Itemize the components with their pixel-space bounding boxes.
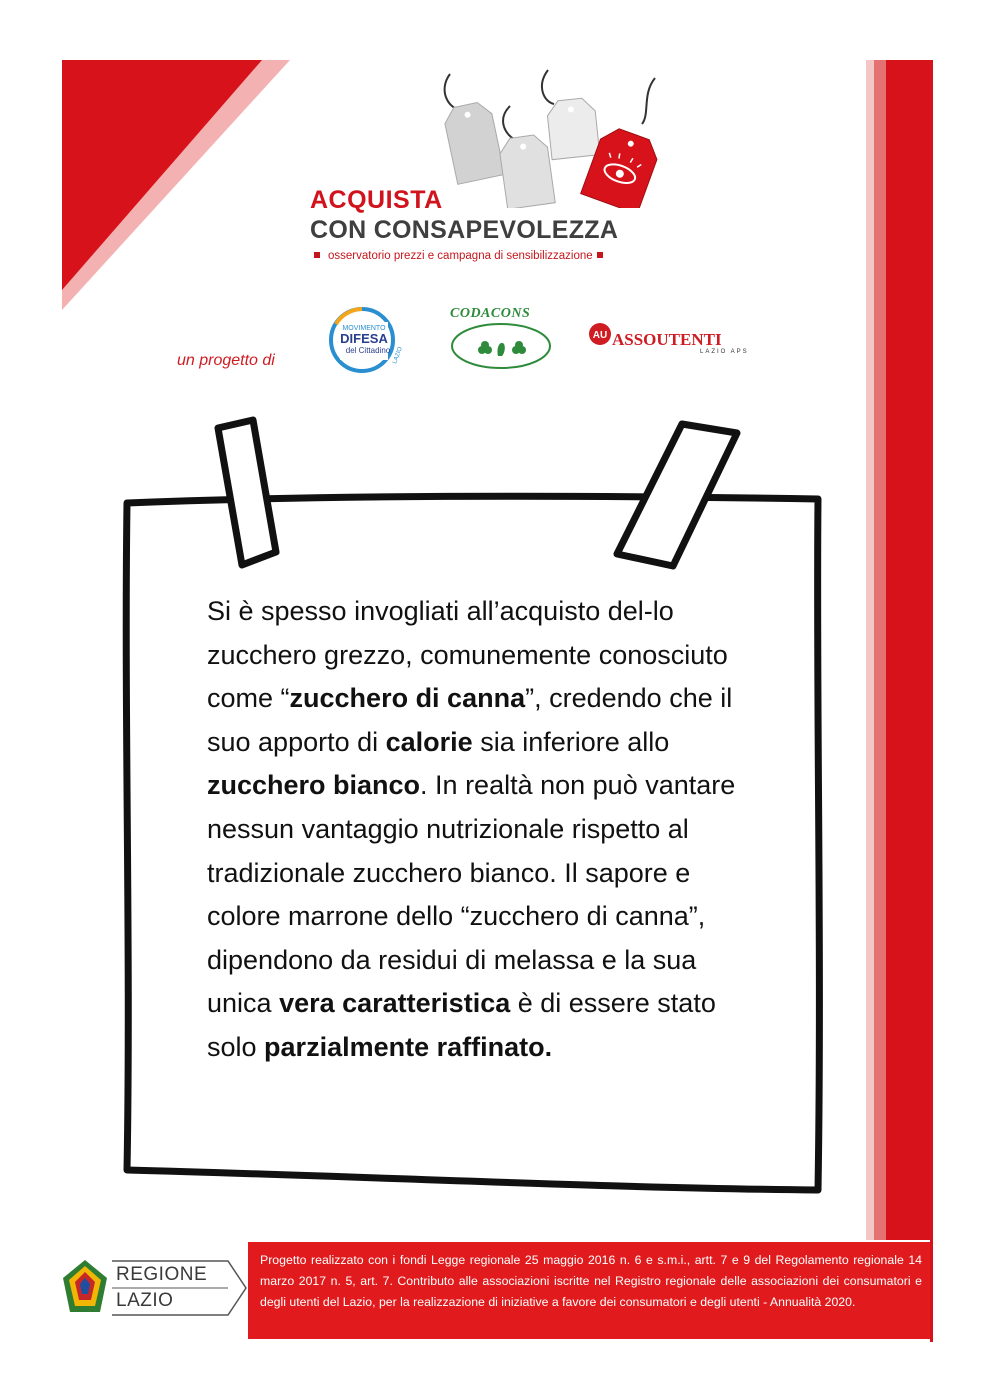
regione-lazio-emblem-icon — [60, 1258, 110, 1316]
mdc-line1: MOVIMENTO — [342, 325, 386, 332]
regione-label-line2: LAZIO — [116, 1290, 174, 1311]
assoutenti-badge: AU — [592, 330, 608, 341]
project-by-label: un progetto di — [177, 352, 275, 369]
assoutenti-sub: LAZIO APS — [700, 349, 749, 355]
regione-label-line1: REGIONE — [116, 1264, 208, 1285]
note-segment: sia inferiore allo — [472, 726, 670, 757]
note-highlight: calorie — [385, 726, 473, 757]
note-highlight: zucchero di canna — [289, 683, 526, 714]
note-segment: . In realtà non può vantare nessun vantaggio nutrizionale rispetto al tradizionale zucchero bianco. Il sapore e colore marrone dello “zucchero di canna”, dipendono da residui di melassa e la sua unica — [207, 770, 736, 1019]
note-highlight: parzialmente raffinato. — [264, 1031, 553, 1062]
note-segment: è di essere stato solo — [207, 988, 716, 1062]
campaign-title-line1: ACQUISTA — [310, 186, 443, 214]
campaign-subtitle-text: osservatorio prezzi e campagna di sensibilizzazione — [328, 250, 593, 262]
mdc-line2: DIFESA — [340, 331, 388, 346]
mdc-region: LAZIO — [392, 346, 404, 365]
assoutenti-name: ASSOUTENTI — [612, 330, 722, 349]
note-highlight: zucchero bianco — [207, 770, 421, 801]
note-segment: Si è spesso invogliati all’acquisto del-lo zucchero grezzo, comunemente conosciuto come “ — [207, 596, 728, 714]
note-segment: ”, credendo che il suo apporto di — [207, 683, 733, 757]
campaign-title-line2: CON CONSAPEVOLEZZA — [310, 216, 619, 244]
codacons-name: CODACONS — [450, 306, 531, 321]
note-body-text — [207, 590, 767, 1070]
footer-funding-text: Progetto realizzato con i fondi Legge regionale 25 maggio 2016 n. 6 e s.m.i., artt. 7 e 9 del Regolamento regionale 14 marzo 2017 n. 5, art. 7. Contributo alle associazioni iscritte nel Registro regionale delle associazioni dei consumatori e degli utenti del Lazio, per la realizzazione di iniziative a favore dei consumatori e degli utenti - Annualità 2020. — [260, 1253, 922, 1309]
mdc-line3: del Cittadino — [345, 346, 391, 355]
note-highlight: vera caratteristica — [279, 988, 511, 1019]
